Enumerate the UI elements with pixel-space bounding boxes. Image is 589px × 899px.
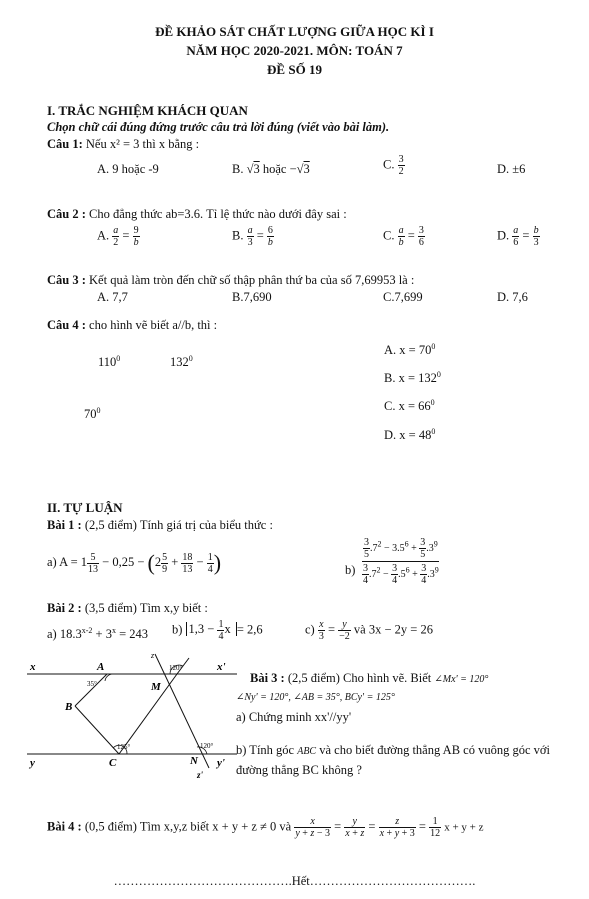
q1-stem: Câu 1: Nếu x² = 3 thì x bằng : (47, 137, 200, 151)
label-angle-125: 125° (117, 743, 131, 751)
q3-option-a: A. 7,7 (97, 290, 128, 304)
label-z2: z' (197, 770, 204, 780)
label-angle-120a: 120° (169, 664, 183, 672)
label-a: A (97, 661, 105, 673)
bai1-stem: Bài 1 : (2,5 điểm) Tính giá trị của biểu thức : (47, 518, 273, 532)
bai1-part-b-expression: $\frac{3}{5}$ $.7^2 - 3.5^6$ + $\frac{3}{5}$ $.3^9$ $\frac{3}{4}$ $.7^2$ − $\frac{3}{4}$ $.5^6$ + $\frac{3}{4}$ $.3^9$ (363, 537, 439, 586)
q2-option-c: C. $\frac{a}{b}$ = $\frac{3}{6}$ (383, 225, 424, 248)
q4-stem: Câu 4 : cho hình vẽ biết a//b, thì : (47, 318, 218, 332)
bai2-stem: Bài 2 : (3,5 điểm) Tìm x,y biết : (47, 601, 208, 615)
q2-stem: Câu 2 : Cho đẳng thức ab=3.6. Tỉ lệ thức nào dưới đây sai : (47, 207, 347, 221)
part2-title: II. TỰ LUẬN (47, 500, 123, 515)
label-y: y (30, 757, 35, 769)
bai3-stem: Bài 3 : (2,5 điểm) Cho hình vẽ. Biết ∠Mx' = 120° (250, 671, 489, 685)
q4-option-d: D. $x = 48^0$ (384, 427, 436, 443)
q4-option-a: A. $x = 70^0$ (384, 342, 436, 358)
label-x2: x' (217, 661, 226, 673)
q4-angle-110: $110^0$ (98, 354, 121, 370)
end-marker: …………………………………….Hết…………………………………. (113, 874, 476, 888)
label-b: B (65, 701, 73, 713)
bai3-part-a: a) Chứng minh xx'//yy' (236, 710, 352, 724)
bai2-part-c: c) $\frac{x}{3}$ = $\frac{y}{-2}$ và 3x − 2y = 26 (305, 619, 433, 642)
q4-angle-70: $70^0$ (84, 406, 101, 422)
part1-instruction: Chọn chữ cái đúng đứng trước câu trả lời đúng (viết vào bài làm). (47, 120, 390, 134)
label-y2: y' (217, 757, 225, 769)
q4-angle-132: $132^0$ (170, 354, 193, 370)
segment-cm (119, 674, 177, 754)
segment-bc (75, 706, 119, 754)
q1-option-a: A. 9 hoặc -9 (97, 162, 159, 176)
label-angle-35: 35° (87, 680, 97, 688)
q2-option-d: D. $\frac{a}{6}$ = $\frac{b}{3}$ (497, 225, 539, 248)
bai3-figure (27, 648, 239, 780)
header-line1: ĐỀ KHẢO SÁT CHẤT LƯỢNG GIỮA HỌC KÌ I (155, 24, 434, 39)
q3-stem: Câu 3 : Kết quả làm tròn đến chữ số thập phân thứ ba của số 7,69953 là : (47, 273, 415, 287)
label-c: C (109, 757, 117, 769)
q1-option-c: C. $\frac{3}{2}$ (383, 154, 404, 177)
q3-option-c: C.7,699 (383, 290, 423, 304)
header-line2: NĂM HỌC 2020-2021. MÔN: TOÁN 7 (186, 43, 403, 58)
label-x: x (30, 661, 36, 673)
label-z: z (151, 651, 155, 660)
q2-option-b: B. $\frac{a}{3}$ = $\frac{6}{b}$ (232, 225, 273, 248)
q1-option-b: B. √3 hoặc −√3 (232, 162, 310, 176)
q3-option-b: B.7,690 (232, 290, 272, 304)
bai2-part-b: b) 1,3 − $\frac{1}{4}$ x = 2,6 (172, 619, 263, 642)
bai3-part-b: b) Tính góc ABC và cho biết đường thẳng AB có vuông góc với (236, 743, 550, 757)
header-line3: ĐỀ SỐ 19 (267, 62, 322, 77)
bai1-part-b-label: b) (345, 563, 356, 577)
q3-option-d: D. 7,6 (497, 290, 528, 304)
label-m: M (151, 681, 161, 693)
segment-ab (75, 674, 107, 706)
q4-option-b: B. $x = 132^0$ (384, 370, 441, 386)
bai2-part-a: a) $18.3^{x-2} + 3^x = 243$ (47, 626, 149, 642)
part1-title: I. TRẮC NGHIỆM KHÁCH QUAN (47, 103, 248, 118)
q2-option-a: A. $\frac{a}{2}$ = $\frac{9}{b}$ (97, 225, 139, 248)
bai3-part-b-cont: đường thẳng BC không ? (236, 763, 362, 777)
label-n: N (190, 755, 198, 767)
label-angle-120b: 120° (200, 742, 214, 750)
bai4: Bài 4 : (0,5 điểm) Tìm x,y,z biết x + y + z ≠ 0 và $\frac{x}{y + z - 3}$ = $\frac{y}{x + z}$ = $\frac{z}{x + y + 3}$ = $\frac{1}{12}$ x + y + z (47, 816, 484, 839)
q4-option-c: C. $x = 66^0$ (384, 398, 435, 414)
bai3-given: ∠Ny' = 120°, ∠AB = 35°, BCy' = 125° (236, 692, 395, 703)
q1-option-d: D. ±6 (497, 162, 526, 176)
bai1-part-a: a) A = 1 $\frac{5}{13}$ − 0,25 − (2 $\frac{5}{9}$ + $\frac{18}{13}$ − $\frac{1}{4}$ ) (47, 550, 222, 575)
